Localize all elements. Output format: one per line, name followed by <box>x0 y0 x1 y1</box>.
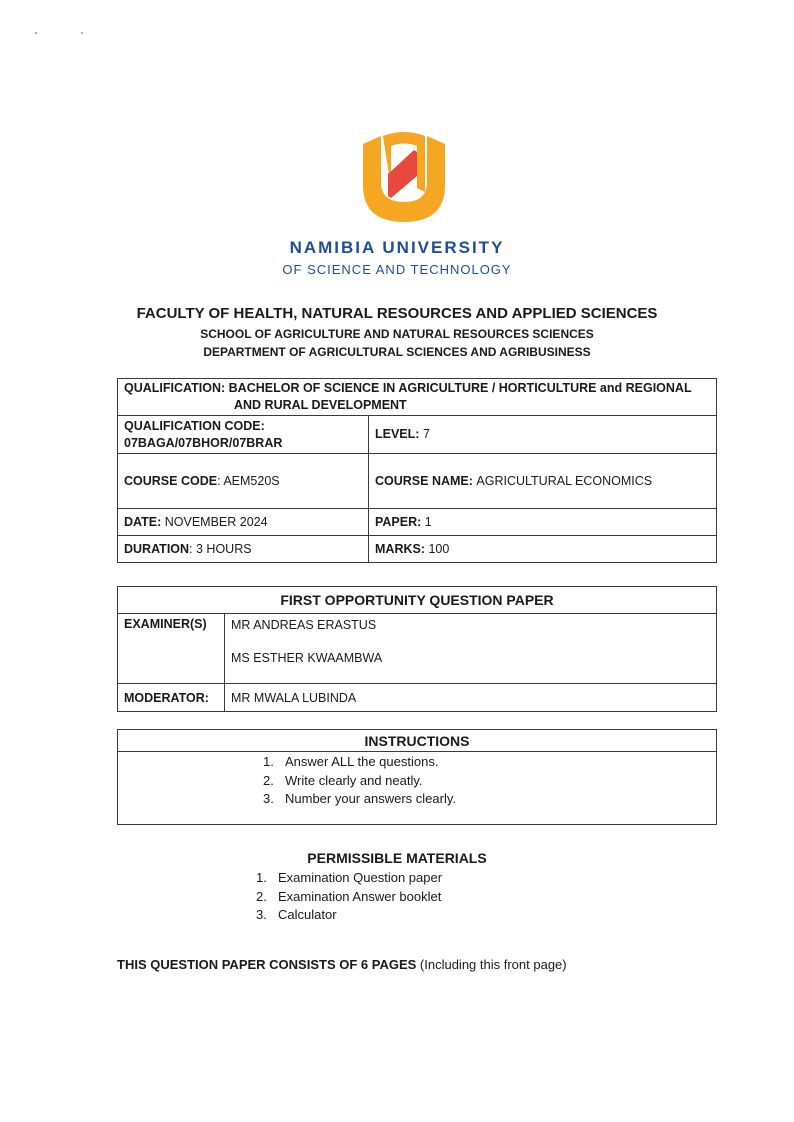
level-label: LEVEL: <box>375 427 420 441</box>
instruction-item <box>263 790 716 809</box>
page-count-bold: THIS QUESTION PAPER CONSISTS OF 6 PAGES <box>117 957 417 972</box>
university-logo-icon <box>359 130 449 225</box>
item-number: 2. <box>256 888 267 904</box>
course-name-value: AGRICULTURAL ECONOMICS <box>476 474 653 488</box>
course-details-table <box>117 378 717 563</box>
date-cell <box>118 509 369 536</box>
course-row <box>118 454 717 509</box>
item-text: Calculator <box>278 907 337 922</box>
course-code-cell: COURSE CODE: AEM520S <box>118 454 369 509</box>
examiners-label: EXAMINER(S) <box>118 614 225 684</box>
date-row <box>118 509 717 536</box>
scan-speck <box>35 32 37 34</box>
examiner-name: MS ESTHER KWAAMBWA <box>231 651 383 665</box>
duration-cell: DURATION: 3 HOURS <box>118 536 369 563</box>
qualification-code-row <box>118 416 717 454</box>
page-count-note <box>117 957 567 972</box>
qualification-code-label: QUALIFICATION CODE: <box>124 418 265 433</box>
item-number: 3. <box>263 791 274 806</box>
date-label: DATE: <box>124 515 162 529</box>
faculty-heading: FACULTY OF HEALTH, NATURAL RESOURCES AND APPLIED SCIENCES <box>136 305 658 322</box>
qualification-row <box>118 379 717 416</box>
university-name-line2: OF SCIENCE AND TECHNOLOGY <box>282 262 512 277</box>
qualification-value-line2: AND RURAL DEVELOPMENT <box>234 398 407 412</box>
university-name-line1: NAMIBIA UNIVERSITY <box>289 238 505 257</box>
qualification-code-cell <box>118 416 369 454</box>
marks-label: MARKS: <box>375 542 425 556</box>
materials-list <box>256 869 442 925</box>
item-number: 3. <box>256 907 267 922</box>
course-code-value: AEM520S <box>223 474 280 488</box>
item-number: 2. <box>263 772 274 788</box>
examiners-row <box>118 614 717 684</box>
logo-red-bar <box>388 150 417 198</box>
course-name-label: COURSE NAME <box>375 474 469 488</box>
examiners-cell <box>225 614 717 684</box>
examiner-name: MR ANDREAS ERASTUS <box>231 618 377 632</box>
scan-speck <box>81 32 83 34</box>
instructions-box <box>117 729 717 825</box>
level-value: 7 <box>422 427 430 441</box>
instruction-item <box>263 753 716 772</box>
materials-title: PERMISSIBLE MATERIALS <box>307 850 487 866</box>
item-number: 1. <box>263 754 274 769</box>
duration-value: 3 HOURS <box>196 542 252 556</box>
date-value: NOVEMBER 2024 <box>164 515 268 529</box>
course-name-cell: COURSE NAME: AGRICULTURAL ECONOMICS <box>369 454 717 509</box>
school-heading: SCHOOL OF AGRICULTURE AND NATURAL RESOURCES SCIENCES <box>200 327 594 341</box>
item-text: Examination Answer booklet <box>278 888 442 904</box>
level-cell <box>369 416 717 454</box>
instruction-item <box>263 772 716 791</box>
marks-cell <box>369 536 717 563</box>
qualification-code-value: 07BAGA/07BHOR/07BRAR <box>124 435 283 450</box>
exam-title-row <box>118 587 717 614</box>
duration-label: DURATION <box>124 542 190 556</box>
duration-row <box>118 536 717 563</box>
page-count-normal: (Including this front page) <box>416 957 567 972</box>
department-heading: DEPARTMENT OF AGRICULTURAL SCIENCES AND AGRIBUSINESS <box>203 345 591 359</box>
qualification-cell <box>118 379 717 416</box>
paper-value: 1 <box>424 515 432 529</box>
item-text: Answer ALL the questions. <box>285 754 439 769</box>
paper-cell <box>369 509 717 536</box>
item-number: 1. <box>256 870 267 885</box>
moderator-row <box>118 684 717 712</box>
material-item <box>256 888 442 907</box>
moderator-name: MR MWALA LUBINDA <box>225 684 717 712</box>
qualification-value-line1: BACHELOR OF SCIENCE IN AGRICULTURE / HORTICULTURE and REGIONAL <box>228 381 692 395</box>
marks-value: 100 <box>428 542 450 556</box>
item-text: Examination Question paper <box>278 870 443 885</box>
item-text: Number your answers clearly. <box>285 791 456 806</box>
exam-paper-title: FIRST OPPORTUNITY QUESTION PAPER <box>118 587 717 614</box>
instructions-title: INSTRUCTIONS <box>118 730 716 752</box>
qualification-label: QUALIFICATION: <box>124 381 226 395</box>
examiners-table <box>117 586 717 712</box>
item-text: Write clearly and neatly. <box>285 772 423 788</box>
instructions-list <box>118 752 716 809</box>
moderator-label: MODERATOR: <box>118 684 225 712</box>
paper-label: PAPER: <box>375 515 422 529</box>
material-item <box>256 869 442 888</box>
material-item <box>256 906 442 925</box>
course-code-label: COURSE CODE <box>124 474 218 488</box>
